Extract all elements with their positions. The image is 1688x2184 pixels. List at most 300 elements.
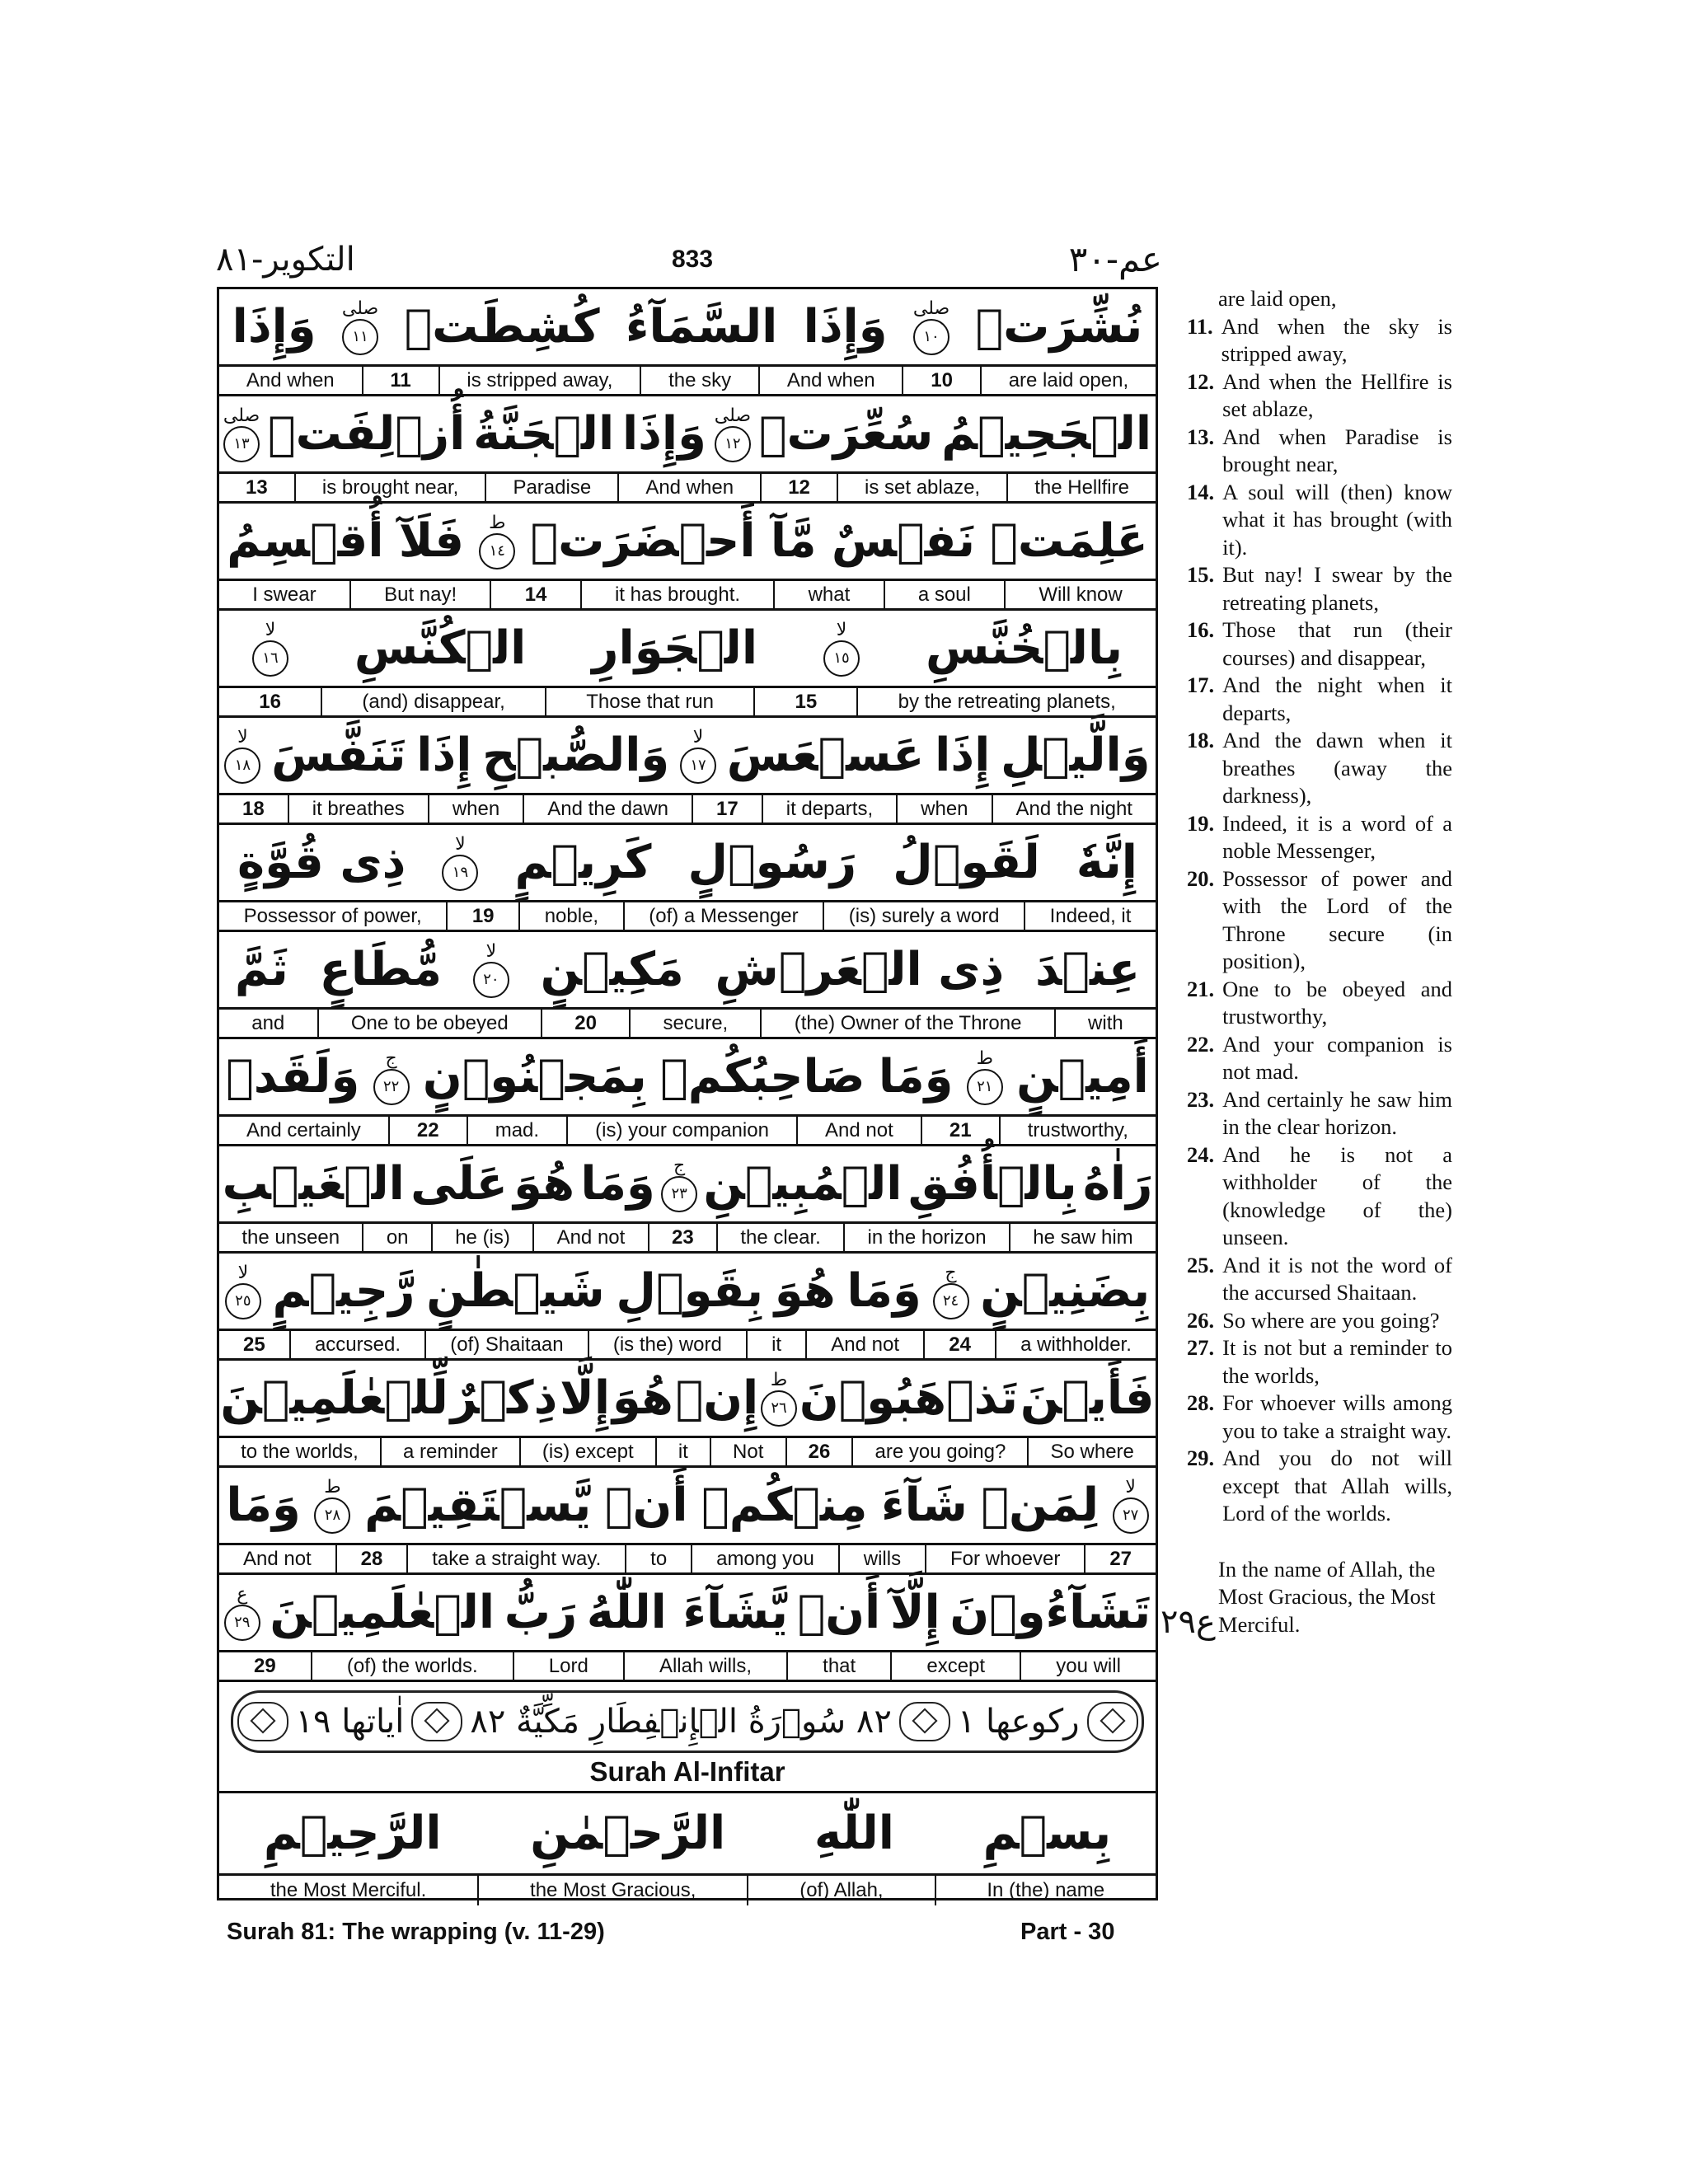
basmala-word: اللّٰهِ bbox=[814, 1807, 894, 1860]
english-word-cell: And when bbox=[617, 474, 760, 501]
translation-verse-number: 18. bbox=[1187, 728, 1215, 752]
arabic-word: إِذَا bbox=[935, 729, 991, 782]
arabic-word: شَيۡطٰنٍ bbox=[426, 1264, 605, 1318]
english-word-cell: what bbox=[773, 581, 883, 608]
basmala-english-cell: In (the) name bbox=[935, 1876, 1156, 1905]
translation-verse-text: But nay! I swear by the retreating planets, bbox=[1222, 562, 1452, 615]
english-word-cell: And not bbox=[805, 1331, 923, 1358]
english-word-cell: you will bbox=[1020, 1652, 1156, 1680]
english-row bbox=[219, 902, 1156, 932]
verse-number-circle: ١٧ bbox=[680, 748, 716, 784]
english-row bbox=[219, 474, 1156, 504]
english-word-cell: is brought near, bbox=[294, 474, 485, 501]
verse-number-cell: 11 bbox=[362, 367, 438, 394]
english-word-cell: Indeed, it bbox=[1024, 902, 1156, 930]
juz-header-arabic: عم-٣٠ bbox=[1068, 239, 1162, 279]
translation-continuation: are laid open, bbox=[1218, 286, 1337, 311]
pause-mark: لا bbox=[1125, 1476, 1136, 1497]
surah-title: Surah Al-Infitar bbox=[589, 1756, 785, 1787]
translation-verse-number: 14. bbox=[1187, 479, 1215, 504]
arabic-word: تَشَآءُوۡنَ bbox=[950, 1586, 1151, 1639]
english-word-cell: secure, bbox=[629, 1010, 760, 1037]
arabic-word: لِّلۡعٰلَمِيۡنَ bbox=[220, 1371, 448, 1425]
arabic-word: رَاٰهُ bbox=[1082, 1157, 1153, 1211]
arabic-word: رَبُّ bbox=[504, 1586, 578, 1639]
translation-verse bbox=[1187, 424, 1452, 479]
basmala-english-cell: the Most Merciful. bbox=[270, 1879, 427, 1901]
verse-number-circle: ١٥ bbox=[823, 640, 860, 677]
verse-number-marker bbox=[373, 1049, 410, 1105]
english-word-cell: is stripped away, bbox=[438, 367, 640, 394]
pause-mark: لا bbox=[237, 1262, 249, 1283]
verse-number-cell: 15 bbox=[753, 688, 856, 715]
arabic-word: الۡمُبِيۡنِ bbox=[703, 1157, 903, 1211]
translation-verse-number: 20. bbox=[1187, 865, 1215, 891]
arabic-word: تَذۡهَبُوۡنَ bbox=[799, 1371, 1019, 1425]
verse-number-marker bbox=[1113, 1478, 1149, 1534]
english-word-cell: (and) disappear, bbox=[321, 688, 545, 715]
english-word-cell: it bbox=[746, 1331, 805, 1358]
arabic-word: يَّشَآءَ اللّٰهُ bbox=[586, 1586, 789, 1639]
ornament-icon bbox=[237, 1702, 288, 1741]
footer-part: Part - 30 bbox=[1020, 1919, 1115, 1945]
english-word-cell: And certainly bbox=[246, 1118, 361, 1141]
english-row bbox=[219, 1224, 1156, 1254]
verse-number-marker bbox=[761, 1371, 797, 1427]
verse-number-circle: ١٦ bbox=[252, 640, 288, 677]
arabic-word: مُّطَاعٍ bbox=[319, 943, 443, 996]
arabic-word: الۡجَوَارِ bbox=[592, 621, 758, 675]
english-word-cell: And not bbox=[796, 1117, 921, 1144]
translation-verse-text: So where are you going? bbox=[1222, 1307, 1440, 1333]
pause-mark: ج bbox=[385, 1047, 397, 1069]
arabic-word: وَالصُّبۡحِ bbox=[482, 729, 670, 782]
translation-verse bbox=[1187, 1307, 1452, 1335]
english-word-cell: And the dawn bbox=[523, 795, 692, 823]
verse-number-cell: 18 bbox=[242, 797, 265, 820]
pause-mark: صلى bbox=[341, 298, 379, 319]
pause-mark: لا bbox=[455, 833, 466, 855]
translation-verse bbox=[1187, 1031, 1452, 1086]
translation-verse-text: And when Paradise is brought near, bbox=[1222, 424, 1452, 476]
arabic-word: عِنۡدَ bbox=[1035, 943, 1141, 996]
arabic-word: أَنۡ bbox=[797, 1586, 881, 1639]
verse-number-cell: 14 bbox=[490, 581, 579, 608]
arabic-word: السَّمَآءُ bbox=[625, 300, 778, 354]
arabic-row bbox=[219, 289, 1156, 367]
translation-verse bbox=[1187, 810, 1452, 865]
verse-number-circle: ٢٤ bbox=[933, 1283, 969, 1319]
verse-number-cell: 23 bbox=[648, 1224, 716, 1251]
translation-verse bbox=[1187, 561, 1452, 616]
english-row bbox=[219, 688, 1156, 718]
translation-verse-text: Possessor of power and with the Lord of the Throne secure (in position), bbox=[1222, 865, 1452, 973]
arabic-word: ذِى الۡعَرۡشِ bbox=[715, 943, 1005, 996]
translation-basmala: In the name of Allah, the Most Gracious, the Most Merciful. bbox=[1218, 1556, 1436, 1637]
arabic-word: مِنۡكُمۡ bbox=[701, 1479, 868, 1532]
english-word-cell: Lord bbox=[513, 1652, 623, 1680]
translation-verse-text: And you do not will except that Allah wills, Lord of the worlds. bbox=[1222, 1446, 1452, 1526]
arabic-word: بِالۡخُنَّسِ bbox=[925, 621, 1123, 675]
arabic-word: كُشِطَتۡ bbox=[404, 300, 600, 354]
banner-frame bbox=[231, 1690, 1144, 1753]
pause-mark: ط bbox=[976, 1047, 993, 1069]
translation-verse-text: Indeed, it is a word of a noble Messenger, bbox=[1222, 810, 1452, 863]
translation-verse bbox=[1187, 1086, 1452, 1141]
english-row bbox=[219, 1438, 1156, 1468]
arabic-word: هُوَ bbox=[513, 1157, 575, 1211]
verse-number-circle: ١٠ bbox=[913, 319, 950, 355]
arabic-word: فَأَيۡنَ bbox=[1020, 1371, 1155, 1425]
english-word-cell: a soul bbox=[884, 581, 1005, 608]
translation-verse-text: One to be obeyed and trustworthy, bbox=[1222, 976, 1452, 1029]
arabic-word: الۡجَنَّةُ bbox=[473, 407, 615, 461]
english-word-cell: (is the) word bbox=[588, 1331, 746, 1358]
arabic-word: فَلَآ bbox=[398, 514, 464, 568]
ruku-mark: ع٢٩ bbox=[1160, 1603, 1216, 1641]
english-word-cell: wills bbox=[838, 1545, 925, 1572]
verse-number-circle: ١٩ bbox=[442, 855, 478, 891]
surah-name-arabic: ٨٢ سُوۡرَةُ الۡإِنۡفِطَارِ مَكِّيَّةٌ ٨٢ bbox=[470, 1703, 892, 1741]
basmala-word: الرَّحِيۡمِ bbox=[263, 1807, 442, 1860]
translation-verse-text: And the night when it departs, bbox=[1222, 673, 1452, 725]
translation-verse-text: And it is not the word of the accursed Shaitaan. bbox=[1222, 1252, 1452, 1305]
verse-number-marker bbox=[913, 299, 950, 355]
arabic-word: مَّآ bbox=[770, 514, 817, 568]
basmala-arabic-row bbox=[219, 1793, 1156, 1876]
arabic-word: أُقۡسِمُ bbox=[227, 514, 384, 568]
arabic-word: إِنَّهٗ bbox=[1076, 836, 1137, 889]
pause-mark: لا bbox=[836, 619, 847, 640]
arabic-row bbox=[219, 504, 1156, 581]
translation-verse-text: For whoever wills among you to take a straight way. bbox=[1222, 1390, 1452, 1443]
verse-number-circle: ١٣ bbox=[223, 426, 260, 462]
footer-surah-title: Surah 81: The wrapping (v. 11-29) bbox=[227, 1919, 605, 1945]
english-row bbox=[219, 367, 1156, 396]
translation-verse-text: Those that run (their courses) and disappear, bbox=[1222, 617, 1452, 670]
english-row bbox=[219, 1331, 1156, 1361]
verse-number-cell: 20 bbox=[541, 1010, 629, 1037]
arabic-row bbox=[219, 1039, 1156, 1117]
pause-mark: صلى bbox=[223, 405, 260, 426]
arabic-word: إِلَّآ bbox=[889, 1586, 940, 1639]
translation-verse-number: 19. bbox=[1187, 810, 1215, 836]
translation-verse-number: 17. bbox=[1187, 673, 1215, 697]
translation-verse-number: 23. bbox=[1187, 1086, 1215, 1112]
verse-number-marker bbox=[473, 942, 509, 998]
english-word-cell: are you going? bbox=[851, 1438, 1027, 1465]
arabic-word: إِلَّا bbox=[560, 1371, 611, 1425]
english-row bbox=[219, 581, 1156, 611]
translation-verse-text: And certainly he saw him in the clear horizon. bbox=[1222, 1086, 1452, 1139]
basmala-english-cell: the Most Gracious, bbox=[477, 1876, 747, 1905]
arabic-word: هُوَ bbox=[612, 1371, 673, 1425]
pause-mark: ط bbox=[770, 1369, 788, 1390]
translation-verse bbox=[1187, 1141, 1452, 1252]
verse-number-cell: 24 bbox=[923, 1331, 995, 1358]
pause-mark: لا bbox=[485, 940, 497, 962]
english-word-cell: So where bbox=[1027, 1438, 1156, 1465]
translation-verse-number: 11. bbox=[1187, 313, 1213, 339]
english-word-cell: accursed. bbox=[289, 1331, 424, 1358]
translation-verse bbox=[1187, 1334, 1452, 1390]
arabic-row bbox=[219, 825, 1156, 902]
english-word-cell: are laid open, bbox=[980, 367, 1156, 394]
english-word-cell: And not bbox=[532, 1224, 647, 1251]
translation-verse-number: 29. bbox=[1187, 1446, 1215, 1470]
arabic-word: عَسۡعَسَ bbox=[726, 729, 925, 782]
verse-number-circle: ٢٧ bbox=[1113, 1497, 1149, 1534]
arabic-word: أَمِيۡنٍ bbox=[1016, 1050, 1149, 1104]
english-word-cell: (of) a Messenger bbox=[623, 902, 823, 930]
verse-number-marker bbox=[223, 406, 260, 462]
english-word-cell: Paradise bbox=[485, 474, 617, 501]
arabic-word: إِنۡ bbox=[675, 1371, 759, 1425]
english-word-cell: the sky bbox=[640, 367, 758, 394]
verse-number-circle: ٢٠ bbox=[473, 962, 509, 998]
arabic-row bbox=[219, 611, 1156, 688]
basmala-english-row bbox=[219, 1876, 1156, 1905]
arabic-word: سُعِّرَتۡ bbox=[758, 407, 934, 461]
english-word-cell: noble, bbox=[518, 902, 623, 930]
verse-number-marker bbox=[252, 621, 288, 677]
verse-number-marker bbox=[661, 1156, 697, 1212]
ruku-count: ركوعها ١ bbox=[957, 1703, 1080, 1741]
verse-number-circle: ٢٢ bbox=[373, 1069, 410, 1105]
english-word-cell: to bbox=[625, 1545, 691, 1572]
arabic-word: كَرِيۡمٍ bbox=[514, 836, 652, 889]
ayat-count: اٰياتها ١٩ bbox=[295, 1703, 405, 1741]
english-word-cell: by the retreating planets, bbox=[856, 688, 1156, 715]
english-word-cell: trustworthy, bbox=[999, 1117, 1156, 1144]
english-word-cell: For whoever bbox=[925, 1545, 1084, 1572]
verse-number-marker bbox=[933, 1263, 969, 1319]
arabic-word: ذِكۡرٌ bbox=[450, 1371, 558, 1425]
verse-number-cell: 12 bbox=[760, 474, 837, 501]
arabic-word: الۡعٰلَمِيۡنَ bbox=[270, 1586, 495, 1639]
english-word-cell: Not bbox=[710, 1438, 785, 1465]
verse-number-circle: ٢٦ bbox=[761, 1390, 797, 1427]
verse-number-marker bbox=[224, 1585, 260, 1641]
english-row bbox=[219, 1117, 1156, 1146]
translation-verse-number: 24. bbox=[1187, 1141, 1215, 1167]
basmala-english-cell: (of) Allah, bbox=[747, 1876, 934, 1905]
english-word-cell: a reminder bbox=[380, 1438, 519, 1465]
translation-verse-number: 27. bbox=[1187, 1335, 1215, 1360]
translation-list bbox=[1187, 313, 1452, 1528]
translation-verse bbox=[1187, 368, 1452, 424]
arabic-word: أَحۡضَرَتۡ bbox=[530, 514, 756, 568]
arabic-row bbox=[219, 1254, 1156, 1331]
english-word-cell: Will know bbox=[1004, 581, 1156, 608]
arabic-word: نُشِّرَتۡ bbox=[975, 300, 1143, 354]
arabic-word: صَاحِبُكُمۡ bbox=[660, 1050, 865, 1104]
arabic-word: لِمَنۡ bbox=[981, 1479, 1099, 1532]
english-word-cell: (is) except bbox=[519, 1438, 655, 1465]
arabic-row bbox=[219, 1575, 1156, 1652]
arabic-word: عَلِمَتۡ bbox=[990, 514, 1148, 568]
verse-number-marker bbox=[442, 835, 478, 891]
arabic-word: هُوَ bbox=[774, 1264, 836, 1318]
translation-verse-number: 21. bbox=[1187, 976, 1215, 1001]
arabic-word: إِذَا bbox=[416, 729, 472, 782]
translation-verse-number: 16. bbox=[1187, 617, 1215, 642]
arabic-word: لَقَوۡلُ bbox=[893, 836, 1040, 889]
arabic-word: الۡغَيۡبِ bbox=[222, 1157, 405, 1211]
verse-number-marker bbox=[479, 513, 515, 569]
pause-mark: ع bbox=[237, 1583, 248, 1605]
verse-number-cell: 17 bbox=[692, 795, 762, 823]
basmala-word: الرَّحۡمٰنِ bbox=[530, 1807, 726, 1860]
translation-verse-number: 15. bbox=[1187, 562, 1215, 587]
arabic-word: رَّجِيۡمٍ bbox=[272, 1264, 415, 1318]
verse-number-cell: 19 bbox=[446, 902, 518, 930]
english-row bbox=[219, 1010, 1156, 1039]
verse-number-circle: ٢٩ bbox=[224, 1605, 260, 1641]
translation-verse bbox=[1187, 865, 1452, 976]
verse-number-marker bbox=[680, 728, 716, 784]
arabic-word: ذِى قُوَّةٍ bbox=[237, 836, 406, 889]
arabic-word: ثَمَّ bbox=[234, 943, 288, 996]
arabic-row bbox=[219, 1468, 1156, 1545]
pause-mark: لا bbox=[692, 726, 704, 748]
english-word-cell: except bbox=[890, 1652, 1020, 1680]
translation-verse-number: 12. bbox=[1187, 368, 1215, 394]
english-word-cell: it bbox=[655, 1438, 710, 1465]
english-word-cell: the unseen bbox=[241, 1226, 340, 1249]
surah-banner bbox=[219, 1682, 1156, 1793]
english-word-cell: on bbox=[362, 1224, 430, 1251]
verse-number-marker bbox=[342, 299, 378, 355]
arabic-row bbox=[219, 1361, 1156, 1438]
translation-column bbox=[1187, 285, 1452, 1638]
arabic-word: وَمَا bbox=[878, 1050, 954, 1104]
translation-verse-text: And he is not a withholder of the (knowledge of the) unseen. bbox=[1222, 1141, 1452, 1249]
english-word-cell: And not bbox=[242, 1547, 312, 1570]
translation-verse-number: 26. bbox=[1187, 1307, 1215, 1333]
english-word-cell: And when bbox=[758, 367, 902, 394]
english-word-cell: and bbox=[251, 1011, 285, 1034]
arabic-row bbox=[219, 932, 1156, 1010]
verse-number-circle: ٢٨ bbox=[314, 1497, 350, 1534]
verse-number-cell: 26 bbox=[785, 1438, 852, 1465]
verse-number-circle: ٢٣ bbox=[661, 1176, 697, 1212]
english-row bbox=[219, 795, 1156, 825]
arabic-word: رَسُوۡلٍ bbox=[687, 836, 857, 889]
translation-verse-number: 28. bbox=[1187, 1390, 1215, 1415]
translation-verse bbox=[1187, 479, 1452, 562]
verse-number-cell: 28 bbox=[335, 1545, 407, 1572]
english-word-cell: the clear. bbox=[716, 1224, 843, 1251]
arabic-word: أُزۡلِفَتۡ bbox=[268, 407, 466, 461]
english-word-cell: when bbox=[428, 795, 523, 823]
pause-mark: ج bbox=[945, 1262, 957, 1283]
verse-number-circle: ٢١ bbox=[967, 1069, 1003, 1105]
verse-number-cell: 22 bbox=[388, 1117, 467, 1144]
translation-verse-number: 25. bbox=[1187, 1252, 1215, 1277]
english-word-cell: to the worlds, bbox=[241, 1440, 359, 1463]
verse-number-circle: ٢٥ bbox=[225, 1283, 261, 1319]
arabic-word: بِالۡأُفُقِ bbox=[907, 1157, 1077, 1211]
verse-number-marker bbox=[823, 621, 860, 677]
arabic-word: نَفۡسٌ bbox=[831, 514, 975, 568]
arabic-word: الۡجَحِيۡمُ bbox=[941, 407, 1152, 461]
verse-number-cell: 21 bbox=[921, 1117, 999, 1144]
arabic-word: وَإِذَا bbox=[803, 300, 888, 354]
english-word-cell: mad. bbox=[467, 1117, 566, 1144]
english-word-cell: (of) the worlds. bbox=[311, 1652, 513, 1680]
arabic-row bbox=[219, 1146, 1156, 1224]
verse-number-circle: ١٢ bbox=[715, 426, 751, 462]
translation-verse-text: And when the sky is stripped away, bbox=[1221, 313, 1452, 366]
english-word-cell: is set ablaze, bbox=[837, 474, 1006, 501]
page-number: 833 bbox=[671, 246, 714, 273]
translation-verse-text: And your companion is not mad. bbox=[1222, 1031, 1452, 1084]
verse-number-cell: 27 bbox=[1084, 1545, 1156, 1572]
verse-number-cell: 29 bbox=[254, 1654, 276, 1677]
verse-number-marker bbox=[225, 1263, 261, 1319]
verse-number-marker bbox=[715, 406, 751, 462]
english-word-cell: One to be obeyed bbox=[317, 1010, 541, 1037]
pause-mark: ط bbox=[324, 1476, 341, 1497]
translation-verse bbox=[1187, 616, 1452, 672]
arabic-word: بِمَجۡنُوۡنٍ bbox=[422, 1050, 647, 1104]
arabic-word: وَإِذَا bbox=[232, 300, 316, 354]
translation-verse bbox=[1187, 1445, 1452, 1528]
translation-verse bbox=[1187, 672, 1452, 727]
ornament-icon bbox=[411, 1702, 462, 1741]
english-word-cell: But nay! bbox=[349, 581, 490, 608]
translation-verse-text: It is not but a reminder to the worlds, bbox=[1222, 1335, 1452, 1388]
english-word-cell: And the night bbox=[992, 795, 1156, 823]
translation-verse bbox=[1187, 313, 1452, 368]
english-word-cell: the Hellfire bbox=[1006, 474, 1156, 501]
english-word-cell: with bbox=[1054, 1010, 1156, 1037]
pause-mark: صلى bbox=[714, 405, 752, 426]
arabic-word: يَّسۡتَقِيۡمَ bbox=[364, 1479, 592, 1532]
verse-number-circle: ١١ bbox=[342, 319, 378, 355]
translation-verse-text: And the dawn when it breathes (away the darkness), bbox=[1222, 728, 1452, 808]
pause-mark: لا bbox=[237, 726, 248, 748]
pause-mark: صلى bbox=[912, 298, 950, 319]
arabic-word: تَنَفَّسَ bbox=[271, 729, 406, 782]
arabic-row bbox=[219, 396, 1156, 474]
arabic-word: بِضَنِيۡنٍ bbox=[980, 1264, 1151, 1318]
arabic-word: الۡكُنَّسِ bbox=[354, 621, 527, 675]
english-word-cell: when bbox=[896, 795, 991, 823]
arabic-word: وَمَا bbox=[846, 1264, 921, 1318]
translation-verse-number: 13. bbox=[1187, 424, 1215, 449]
basmala-word: بِسۡمِ bbox=[982, 1807, 1112, 1860]
english-word-cell: take a straight way. bbox=[406, 1545, 625, 1572]
translation-verse-text: And when the Hellfire is set ablaze, bbox=[1222, 368, 1452, 421]
english-word-cell: I swear bbox=[252, 583, 316, 606]
translation-verse bbox=[1187, 1252, 1452, 1307]
english-word-cell: he saw him bbox=[1009, 1224, 1156, 1251]
english-word-cell: (the) Owner of the Throne bbox=[760, 1010, 1053, 1037]
arabic-word: شَآءَ bbox=[881, 1479, 968, 1532]
english-word-cell: (is) your companion bbox=[566, 1117, 796, 1144]
verse-number-cell: 16 bbox=[259, 690, 281, 713]
pause-mark: ج bbox=[673, 1155, 686, 1176]
arabic-word: وَإِذَا bbox=[621, 407, 706, 461]
arabic-word: وَالَّيۡلِ bbox=[1001, 729, 1151, 782]
translation-verse bbox=[1187, 976, 1452, 1031]
arabic-row bbox=[219, 718, 1156, 795]
verse-number-marker bbox=[224, 728, 260, 784]
arabic-word: وَمَا bbox=[226, 1479, 301, 1532]
arabic-word: وَلَقَدۡ bbox=[226, 1050, 360, 1104]
